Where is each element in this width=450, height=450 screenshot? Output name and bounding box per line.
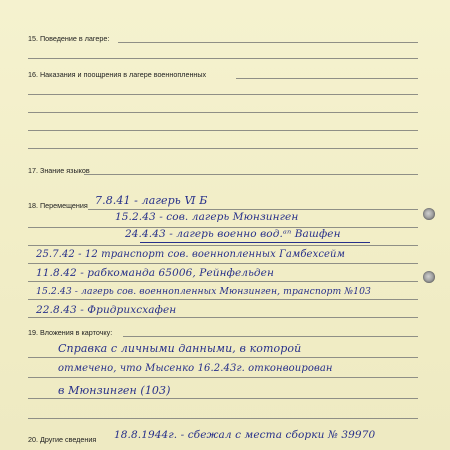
field-18-line-3 <box>28 245 418 246</box>
field-19-line-5 <box>28 418 418 419</box>
movement-entry: 22.8.43 - Фридрихсхафен <box>36 304 177 316</box>
movement-entry: 15.2.43 - лагерь сов. военнопленных Мюнзинген, транспорт №103 <box>36 286 371 297</box>
field-20-label: 20. Другие сведения <box>28 435 97 444</box>
field-18-line-6 <box>28 299 418 300</box>
field-17-line <box>84 174 418 175</box>
field-15-line <box>118 42 418 43</box>
field-17-label: 17. Знание языков <box>28 166 90 175</box>
field-18-line-7 <box>28 317 418 318</box>
field-18-label: 18. Перемещения <box>28 201 88 210</box>
field-18-line-4 <box>28 263 418 264</box>
movement-entry: 25.7.42 - 12 транспорт сов. военнопленных Гамбехсейм <box>36 249 345 260</box>
movement-entry: 15.2.43 - сов. лагерь Мюнзинген <box>115 211 299 223</box>
field-16-line-3 <box>28 112 418 113</box>
field-15-label: 15. Поведение в лагере: <box>28 34 110 43</box>
field-16-line <box>236 78 418 79</box>
movement-entry: 24.4.43 - лагерь военно вод.ᵃⁿ Вашфен <box>125 228 341 240</box>
attachment-note-line: отмечено, что Мысенко 16.2.43г. отконвоирован <box>58 363 333 374</box>
field-16-line-4 <box>28 130 418 131</box>
movement-entry: 11.8.42 - рабкоманда 65006, Рейнфельден <box>36 267 274 279</box>
field-19-line-4 <box>28 398 418 399</box>
punch-hole <box>423 271 435 283</box>
field-18-line <box>88 209 418 210</box>
field-19-line-3 <box>28 377 418 378</box>
attachment-note-line: Справка с личными данными, в которой <box>58 342 302 355</box>
field-19-label: 19. Вложения в карточку: <box>28 328 113 337</box>
attachment-note-line: в Мюнзинген (103) <box>58 384 171 397</box>
field-16-label: 16. Наказания и поощрения в лагере военнопленных <box>28 70 207 79</box>
field-18-line-5 <box>28 281 418 282</box>
movement-entry: 7.8.41 - лагерь Ⅵ Б <box>95 194 208 207</box>
handwritten-underline <box>140 242 370 243</box>
field-16-line-5 <box>28 148 418 149</box>
field-15-line-2 <box>28 58 418 59</box>
field-19-line-2 <box>28 357 418 358</box>
punch-hole <box>423 208 435 220</box>
field-16-line-2 <box>28 94 418 95</box>
other-info-text: 18.8.1944г. - сбежал с места сборки № 39970 <box>114 429 376 441</box>
field-19-line <box>123 336 418 337</box>
